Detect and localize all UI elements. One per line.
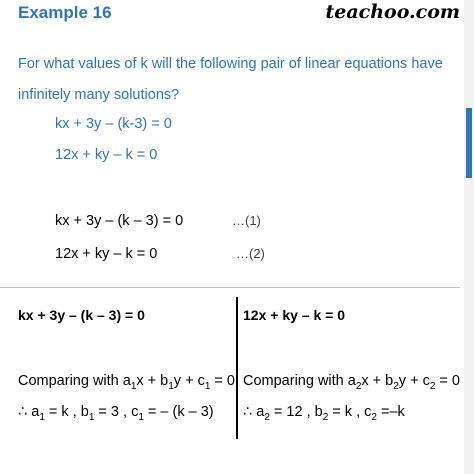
brand-logo: teachoo.com [325,1,460,23]
divider [0,287,460,288]
question-text: For what values of k will the following pair of linear equations have infinitely many solutions? [18,56,443,103]
left-result: ∴ $a_1 = k$ , $b_1 = 3$ , $c_1$ = – (k – 3) [18,404,214,423]
left-heading: kx + 3y – (k – 3) = 0 [18,307,145,323]
equation-1-tag: …(1) [232,213,261,228]
left-compare: Comparing with $a_1x + b_1y + c_1 = 0$ [18,373,235,392]
question-equation-2: 12x + ky – k = 0 [55,147,158,163]
equation-2: 12x + ky – k = 0 [55,246,158,262]
page-title: Example 16 [18,3,112,22]
scrollbar-thumb[interactable] [466,108,472,178]
scrollbar-track[interactable] [464,0,474,474]
right-compare: Comparing with $a_2x + b_2y + c_2 = 0$ [243,373,460,392]
equation-1: kx + 3y – (k – 3) = 0 [55,213,184,229]
right-result: ∴ $a_2 = 12$ , $b_2 = k$ , $c_2 =-k$ [243,404,405,423]
question-equation-1: kx + 3y – (k-3) = 0 [55,116,172,132]
right-heading: 12x + ky – k = 0 [243,307,345,323]
column-divider [236,297,238,439]
equation-2-tag: …(2) [236,246,265,261]
